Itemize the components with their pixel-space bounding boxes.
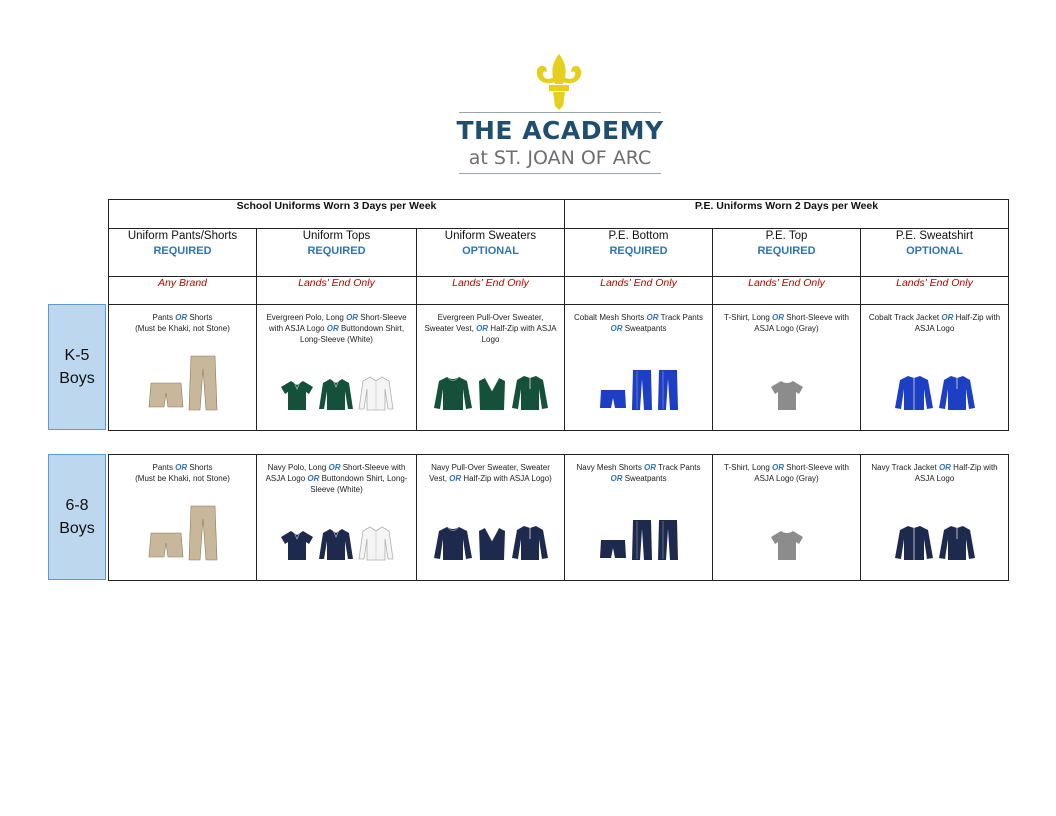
pants-icon [657, 519, 679, 566]
item-images [257, 525, 416, 566]
logo-title: THE ACADEMY [456, 116, 664, 145]
grade-range: K-5 [64, 347, 90, 364]
or-keyword: OR [175, 463, 188, 472]
description-text: Navy Track Jacket [871, 463, 939, 472]
description-text: Pants [152, 463, 176, 472]
description-text: (Must be Khaki, not Stone) [135, 324, 230, 333]
pants-icon [657, 369, 679, 416]
or-keyword: OR [175, 313, 188, 322]
brand-note: Lands' End Only [861, 277, 1009, 305]
item-cell [713, 455, 861, 581]
group-pe-uniforms: P.E. Uniforms Worn 2 Days per Week [565, 200, 1009, 229]
description-text: Track Pants [656, 463, 701, 472]
column-header: P.E. Sweatshirt OPTIONAL [861, 229, 1009, 277]
description-text: Evergreen Pull-Over Sweater, Sweater Vest, [424, 313, 544, 333]
or-keyword: OR [449, 474, 462, 483]
description-text: T-Shirt, Long [724, 463, 773, 472]
item-description [417, 305, 564, 345]
item-images [109, 505, 256, 566]
description-text: Track Pants [658, 313, 703, 322]
polo-shirt-icon [280, 379, 314, 416]
shorts-icon [148, 381, 184, 416]
description-text: Sweatpants [622, 324, 667, 333]
grade-label-6-8 [48, 454, 106, 580]
description-text: Sweatpants [622, 474, 667, 483]
brand-note: Lands' End Only [417, 277, 565, 305]
t-shirt-icon [770, 529, 804, 566]
brand-note: Lands' End Only [257, 277, 417, 305]
item-images [417, 375, 564, 416]
description-text: Half-Zip with ASJA Logo [481, 324, 557, 344]
buttondown-shirt-icon [358, 525, 394, 566]
description-text: Half-Zip with ASJA Logo) [461, 474, 552, 483]
item-description [713, 455, 860, 484]
description-text: Cobalt Track Jacket [868, 313, 942, 322]
pants-icon [631, 369, 653, 416]
item-cell [109, 305, 257, 431]
or-keyword: OR [938, 463, 951, 472]
item-images [713, 529, 860, 566]
shorts-icon [599, 389, 627, 416]
pants-icon [188, 505, 218, 566]
description-text: Half-Zip with ASJA Logo [914, 313, 1001, 333]
sweater-icon [433, 375, 473, 416]
grade-group: Boys [59, 370, 95, 387]
shorts-icon [148, 531, 184, 566]
item-description [417, 455, 564, 484]
item-images [417, 525, 564, 566]
or-keyword: OR [610, 474, 623, 483]
uniform-table-6-8 [108, 454, 1009, 581]
half-zip-icon [511, 375, 549, 416]
item-description [565, 455, 712, 484]
sweater-vest-icon [477, 527, 507, 566]
or-keyword: OR [346, 313, 359, 322]
long-sleeve-polo-icon [318, 527, 354, 566]
brand-note: Lands' End Only [565, 277, 713, 305]
item-cell [109, 455, 257, 581]
item-description [109, 305, 256, 334]
description-text: Navy Pull-Over Sweater, Sweater Vest, [429, 463, 550, 483]
item-cell [417, 305, 565, 431]
item-description [713, 305, 860, 334]
item-description [257, 305, 416, 345]
item-cell [861, 305, 1009, 431]
uniform-table-k5 [108, 199, 1009, 431]
item-cell [257, 305, 417, 431]
or-keyword: OR [476, 324, 489, 333]
polo-shirt-icon [280, 529, 314, 566]
grade-label-k5 [48, 304, 106, 430]
logo-subtitle: at ST. JOAN OF ARC [468, 147, 652, 169]
column-header: P.E. Bottom REQUIRED [565, 229, 713, 277]
description-text: Shorts [187, 463, 213, 472]
column-header: Uniform Sweaters OPTIONAL [417, 229, 565, 277]
track-jacket-icon [894, 525, 934, 566]
description-text: T-Shirt, Long [724, 313, 773, 322]
item-cell [565, 305, 713, 431]
half-zip-icon [938, 375, 976, 416]
description-text: Short-Sleeve with ASJA Logo (Gray) [754, 463, 849, 483]
sweater-icon [433, 525, 473, 566]
half-zip-icon [938, 525, 976, 566]
track-jacket-icon [894, 375, 934, 416]
or-keyword: OR [772, 313, 785, 322]
school-logo [455, 52, 665, 177]
or-keyword: OR [941, 313, 954, 322]
group-school-uniforms: School Uniforms Worn 3 Days per Week [109, 200, 565, 229]
buttondown-shirt-icon [358, 375, 394, 416]
item-cell [565, 455, 713, 581]
description-text: Navy Mesh Shorts [576, 463, 645, 472]
description-text: Shorts [187, 313, 213, 322]
shorts-icon [599, 539, 627, 566]
item-images [861, 375, 1008, 416]
item-images [109, 355, 256, 416]
item-cell [713, 305, 861, 431]
description-text: Evergreen Polo, Long [266, 313, 347, 322]
or-keyword: OR [328, 463, 341, 472]
description-text: Short-Sleeve with ASJA Logo [265, 463, 406, 483]
item-cell [861, 455, 1009, 581]
brand-note: Lands' End Only [713, 277, 861, 305]
t-shirt-icon [770, 379, 804, 416]
description-text: Navy Polo, Long [267, 463, 329, 472]
description-text: Short-Sleeve with ASJA Logo (Gray) [754, 313, 849, 333]
half-zip-icon [511, 525, 549, 566]
description-text: Half-Zip with ASJA Logo [914, 463, 998, 483]
description-text: Buttondown Shirt, Long-Sleeve (White) [310, 474, 408, 494]
or-keyword: OR [646, 313, 659, 322]
fleur-de-lis-icon [531, 52, 587, 112]
item-description [861, 455, 1008, 484]
or-keyword: OR [772, 463, 785, 472]
item-cell [257, 455, 417, 581]
item-description [861, 305, 1008, 334]
grade-group: Boys [59, 520, 95, 537]
column-header: P.E. Top REQUIRED [713, 229, 861, 277]
item-description [257, 455, 416, 495]
pants-icon [631, 519, 653, 566]
description-text: Cobalt Mesh Shorts [574, 313, 647, 322]
item-images [861, 525, 1008, 566]
or-keyword: OR [644, 463, 657, 472]
pants-icon [188, 355, 218, 416]
item-cell [417, 455, 565, 581]
brand-note: Any Brand [109, 277, 257, 305]
item-images [257, 375, 416, 416]
grade-range: 6-8 [65, 497, 89, 514]
or-keyword: OR [307, 474, 320, 483]
sweater-vest-icon [477, 377, 507, 416]
item-images [713, 379, 860, 416]
column-header: Uniform Tops REQUIRED [257, 229, 417, 277]
or-keyword: OR [610, 324, 623, 333]
description-text: (Must be Khaki, not Stone) [135, 474, 230, 483]
description-text: Short-Sleeve with ASJA Logo [268, 313, 407, 333]
item-images [565, 519, 712, 566]
or-keyword: OR [326, 324, 339, 333]
description-text: Buttondown Shirt, Long-Sleeve (White) [300, 324, 405, 344]
item-description [109, 455, 256, 484]
item-description [565, 305, 712, 334]
column-header: Uniform Pants/Shorts REQUIRED [109, 229, 257, 277]
description-text: Pants [152, 313, 176, 322]
long-sleeve-polo-icon [318, 377, 354, 416]
item-images [565, 369, 712, 416]
